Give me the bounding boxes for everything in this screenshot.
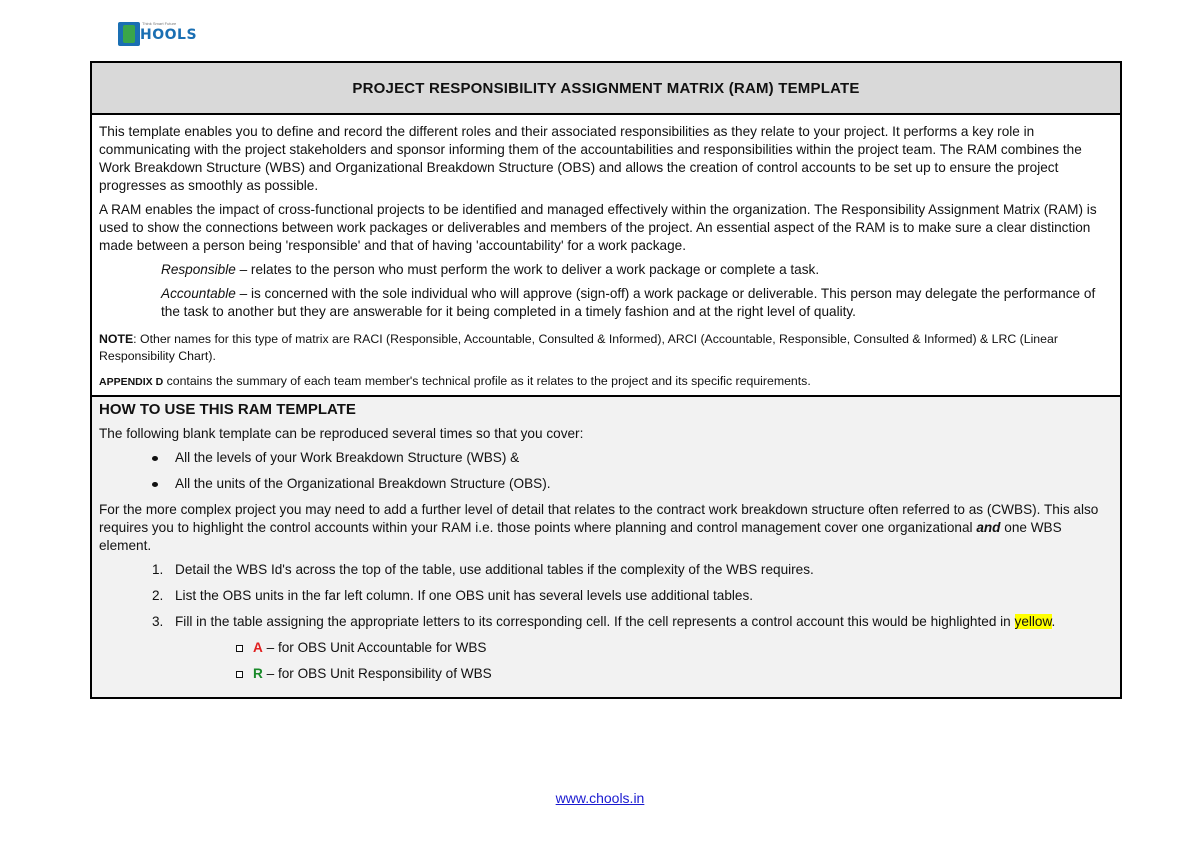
appendix-text: contains the summary of each team member's technical profile as it relates to the project and its specific requirements. bbox=[163, 374, 811, 388]
step-number: 1. bbox=[152, 562, 164, 577]
responsible-definition bbox=[161, 261, 1112, 279]
logo-mark-icon bbox=[118, 22, 140, 46]
document-title-bar bbox=[92, 63, 1120, 115]
intro-paragraph-2: A RAM enables the impact of cross-functional projects to be identified and managed effectively within the organization. The Responsibility Assignment Matrix (RAM) is used to show the connections between work packages or deliverables and members of the project. An essential aspect of the RAM is to make sure a clear distinction made between a person being 'responsible' and that of having 'accountability' for a work package. bbox=[99, 202, 1097, 253]
accountable-definition bbox=[161, 285, 1112, 321]
note-text: : Other names for this type of matrix are RACI (Responsible, Accountable, Consulted & Informed), ARCI (Accountable, Responsible, Consulted & Informed) & LRC (Linear Responsibility Chart). bbox=[99, 332, 1058, 363]
logo-tagline: Think Smart Future bbox=[142, 21, 177, 26]
step-item bbox=[99, 561, 1112, 579]
step-item bbox=[99, 613, 1112, 631]
legend-item-responsible bbox=[99, 665, 1112, 683]
how-to-heading: HOW TO USE THIS RAM TEMPLATE bbox=[99, 401, 356, 418]
responsible-text: – relates to the person who must perform the work to deliver a work package or complete a task. bbox=[235, 262, 820, 277]
step-text: List the OBS units in the far left column. If one OBS unit has several levels use additional tables. bbox=[175, 588, 754, 603]
accountable-term: Accountable bbox=[161, 286, 236, 301]
chools-logo bbox=[118, 20, 198, 48]
coverage-item: All the units of the Organizational Breakdown Structure (OBS). bbox=[99, 475, 1112, 493]
step-number: 3. bbox=[152, 614, 164, 629]
how-to-lead: The following blank template can be reproduced several times so that you cover: bbox=[99, 426, 584, 441]
website-link[interactable]: www.chools.in bbox=[555, 790, 645, 806]
letter-legend-list bbox=[99, 639, 1112, 683]
complex-emphasis: and bbox=[976, 520, 1001, 535]
footer bbox=[0, 790, 1200, 806]
coverage-list bbox=[99, 449, 1112, 493]
complex-text-end: one WBS element. bbox=[99, 520, 1062, 553]
step-item bbox=[99, 587, 1112, 605]
legend-item-accountable bbox=[99, 639, 1112, 657]
yellow-highlight: yellow bbox=[1014, 614, 1052, 629]
step-text: Fill in the table assigning the appropriate letters to its corresponding cell. If the cell represents a control account this would be highlighted in bbox=[175, 614, 1015, 629]
accountable-text: – is concerned with the sole individual who will approve (sign-off) a work package or deliverable. This person may delegate the performance of the task to another but they are answerable for it being completed in a timely fashion and at the right level of quality. bbox=[161, 286, 1096, 319]
logo-text: HOOLS bbox=[140, 27, 198, 43]
legend-text: – for OBS Unit Responsibility of WBS bbox=[262, 666, 492, 681]
responsible-term: Responsible bbox=[161, 262, 236, 277]
letter-a: A bbox=[253, 640, 263, 655]
note-paragraph bbox=[99, 331, 1112, 365]
complex-project-paragraph bbox=[99, 501, 1112, 555]
step-number: 2. bbox=[152, 588, 164, 603]
appendix-label: APPENDIX D bbox=[99, 376, 164, 388]
letter-r: R bbox=[253, 666, 263, 681]
coverage-item: All the levels of your Work Breakdown Structure (WBS) & bbox=[99, 449, 1112, 467]
legend-text: – for OBS Unit Accountable for WBS bbox=[262, 640, 487, 655]
appendix-paragraph bbox=[99, 373, 1112, 391]
step-text: Detail the WBS Id's across the top of the table, use additional tables if the complexity of the WBS requires. bbox=[175, 562, 814, 577]
complex-text-start: For the more complex project you may need to add a further level of detail that relates to the contract work breakdown structure often referred to as (CWBS). This also requires you to highlight the control accounts within your RAM i.e. those points where planning and control management cover one organizational bbox=[99, 502, 1099, 535]
document-title: PROJECT RESPONSIBILITY ASSIGNMENT MATRIX (RAM) TEMPLATE bbox=[352, 79, 860, 97]
intro-paragraph-1: This template enables you to define and record the different roles and their associated responsibilities as they relate to your project. It performs a key role in communicating with the project stakeholders and sponsor informing them of the accountabilities and responsibilities within the project team. The RAM combines the Work Breakdown Structure (WBS) and Organizational Breakdown Structure (OBS) and allows the creation of control accounts to be set up to ensure the project progresses as smoothly as possible. bbox=[99, 124, 1082, 193]
how-to-section bbox=[92, 395, 1120, 697]
document-frame bbox=[90, 61, 1122, 699]
steps-list bbox=[99, 561, 1112, 631]
intro-section bbox=[92, 115, 1120, 391]
step-end: . bbox=[1051, 614, 1056, 629]
note-label: NOTE bbox=[99, 332, 134, 346]
